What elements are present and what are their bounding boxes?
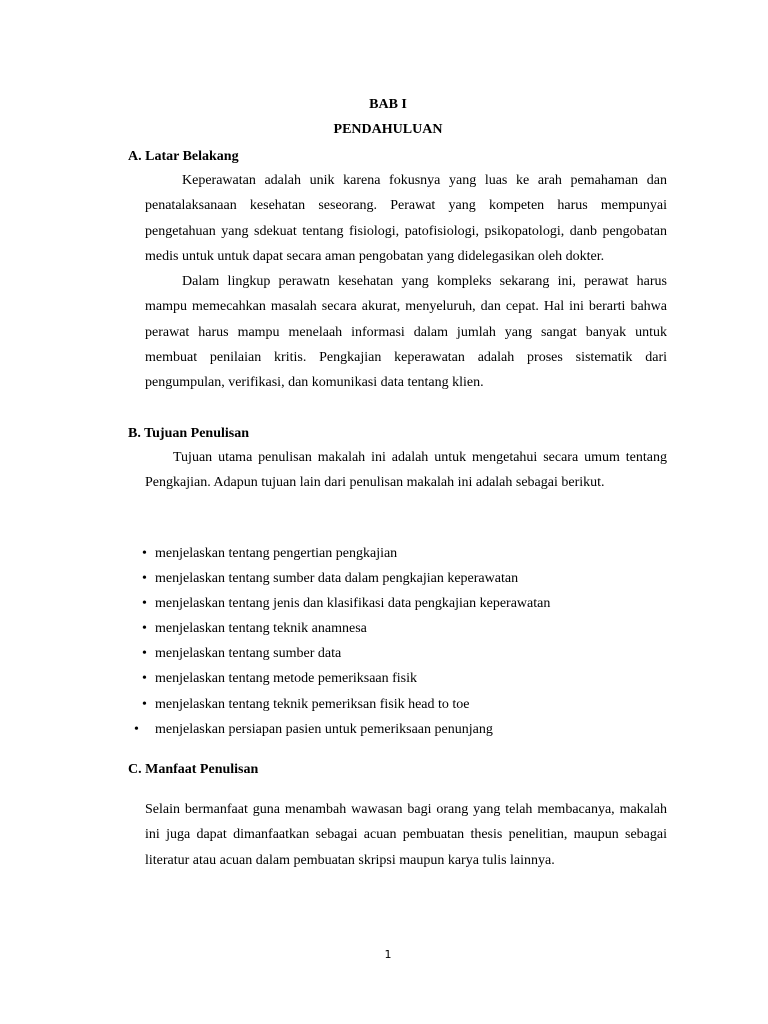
bullet-icon: • <box>142 571 147 587</box>
paragraph: Selain bermanfaat guna menambah wawasan bagi orang yang telah membacanya, makalah ini juga dapat dimanfaatkan sebagai acuan pembuatan thesis penelitian, maupun sebagai literatur atau acuan dalam pembuatan skripsi maupun karya tulis lainnya. <box>145 802 667 868</box>
bullet-icon: • <box>142 596 147 612</box>
page-number: 1 <box>384 948 392 961</box>
list-item-text: menjelaskan persiapan pasien untuk pemeriksaan penunjang <box>155 721 493 737</box>
section-body-tujuan-penulisan <box>145 445 667 496</box>
bullet-icon: • <box>142 696 147 712</box>
list-item <box>140 692 680 717</box>
list-item <box>140 666 680 691</box>
section-heading-tujuan-penulisan: B. Tujuan Penulisan <box>128 426 250 441</box>
bullet-icon: • <box>134 721 139 737</box>
list-item-text: menjelaskan tentang sumber data <box>155 646 342 662</box>
list-item-text: menjelaskan tentang pengertian pengkajian <box>155 546 398 561</box>
list-item <box>140 541 680 566</box>
list-item <box>140 641 680 666</box>
list-item-text: menjelaskan tentang jenis dan klasifikasi data pengkajian keperawatan <box>155 596 551 612</box>
bullet-icon: • <box>142 646 147 662</box>
chapter-number: BAB I <box>369 97 407 112</box>
list-item <box>140 591 680 616</box>
bullet-icon: • <box>142 671 147 687</box>
section-heading-manfaat-penulisan: C. Manfaat Penulisan <box>128 762 259 777</box>
list-item <box>134 717 680 742</box>
section-heading-latar-belakang: A. Latar Belakang <box>128 149 239 164</box>
bullet-icon: • <box>142 546 147 561</box>
paragraph: Tujuan utama penulisan makalah ini adalah untuk mengetahui secara umum tentang Pengkajian. Adapun tujuan lain dari penulisan makalah ini adalah sebagai berikut. <box>145 450 667 491</box>
list-item <box>140 616 680 641</box>
section-body-manfaat-penulisan <box>145 797 667 873</box>
section-body-latar-belakang <box>145 168 667 396</box>
paragraph: Dalam lingkup perawatn kesehatan yang kompleks sekarang ini, perawat harus mampu memecahkan masalah secara akurat, menyeluruh, dan cepat. Hal ini berarti bahwa perawat harus mampu menelaah informasi dalam jumlah yang sangat banyak untuk membuat penilaian kritis. Pengkajian keperawatan adalah proses sistematik dari pengumpulan, verifikasi, dan komunikasi data tentang klien. <box>145 274 667 391</box>
chapter-title: PENDAHULUAN <box>333 122 443 137</box>
list-item-text: menjelaskan tentang teknik pemeriksan fisik head to toe <box>155 696 470 712</box>
list-item <box>140 566 680 591</box>
list-item-text: menjelaskan tentang metode pemeriksaan fisik <box>155 671 418 687</box>
objectives-list <box>134 541 680 742</box>
paragraph: Keperawatan adalah unik karena fokusnya yang luas ke arah pemahaman dan penatalaksanaan kesehatan seseorang. Perawat yang kompeten harus mempunyai pengetahuan yang sdekuat tentang fisiologi, patofisiologi, psikopatologi, danb pengobatan medis untuk untuk dapat secara aman pengobatan yang didelegasikan oleh dokter. <box>145 173 667 264</box>
list-item-text: menjelaskan tentang sumber data dalam pengkajian keperawatan <box>155 571 519 587</box>
bullet-icon: • <box>142 621 147 637</box>
list-item-text: menjelaskan tentang teknik anamnesa <box>155 621 367 637</box>
